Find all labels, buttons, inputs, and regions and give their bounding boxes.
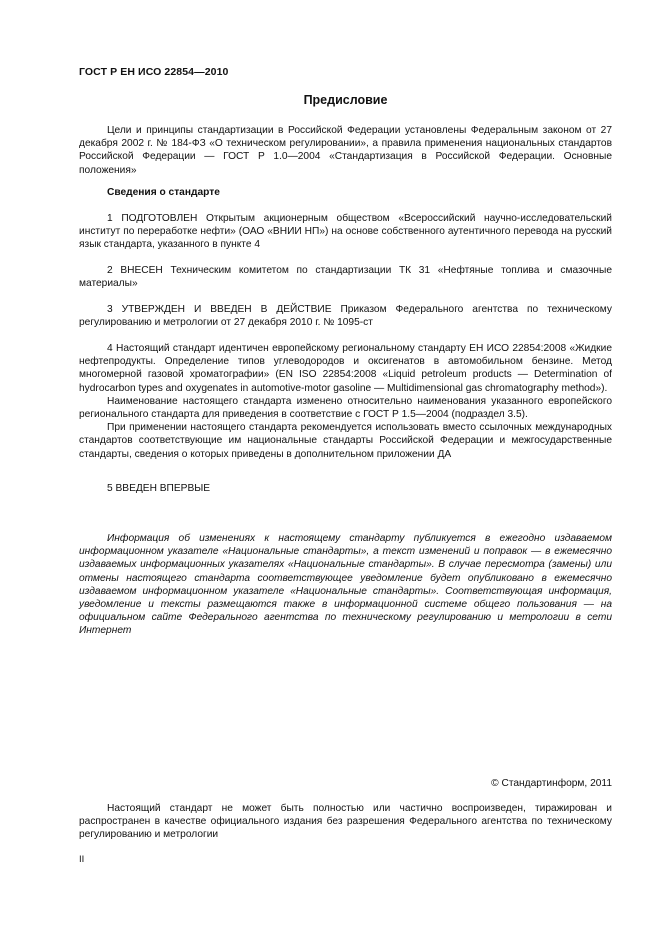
item-5-block	[79, 482, 612, 495]
item-1-block	[79, 212, 612, 252]
item-2-block	[79, 264, 612, 290]
reproduction-notice-block	[79, 802, 612, 842]
section-heading: Сведения о стандарте	[107, 187, 220, 198]
intro-paragraph-block	[79, 124, 612, 177]
item-4-paragraph: 4 Настоящий стандарт идентичен европейскому региональному стандарту ЕН ИСО 22854:2008 «Жидкие нефтепродукты. Определение типов углеводородов и оксигенатов в автомобильном бензине. Метод многомерной газовой хроматографии» (EN ISO 22854:2008 «Liquid petroleum products — Determination of hydrocarbon types and oxygenates in automotive-motor gasoline — Multidimensional gas chromatography method»).	[79, 343, 612, 394]
item-3-paragraph: 3 УТВЕРЖДЕН И ВВЕДЕН В ДЕЙСТВИЕ Приказом Федерального агентства по техническому регулированию и метрологии от 27 декабря 2010 г. № 1095-ст	[79, 304, 612, 329]
document-header-id: ГОСТ Р ЕН ИСО 22854—2010	[79, 66, 229, 78]
item-4-paragraph-3: При применении настоящего стандарта рекомендуется использовать вместо ссылочных международных стандартов соответствующие им национальные стандарты Российской Федерации и межгосударственные стандарты, сведения о которых приведены в дополнительном приложении ДА	[79, 422, 612, 460]
copyright-line: © Стандартинформ, 2011	[491, 778, 612, 789]
info-notice-paragraph: Информация об изменениях к настоящему стандарту публикуется в ежегодно издаваемом информационном указателе «Национальные стандарты», а текст изменений и поправок — в ежемесячно издаваемых информационных указателях «Национальные стандарты». В случае пересмотра (замены) или отмены настоящего стандарта соответствующее уведомление будет опубликовано в ежемесячно издаваемом информационном указателе «Национальные стандарты». Соответствующая информация, уведомление и тексты размещаются также в информационной системе общего пользования — на официальном сайте Федерального агентства по техническому регулированию и метрологии в сети Интернет	[79, 533, 612, 637]
info-notice-block	[79, 532, 612, 638]
item-5-paragraph: 5 ВВЕДЕН ВПЕРВЫЕ	[107, 483, 211, 494]
item-3-block	[79, 303, 612, 329]
page-number: II	[79, 854, 85, 865]
intro-paragraph: Цели и принципы стандартизации в Российской Федерации установлены Федеральным законом от 27 декабря 2002 г. № 184-ФЗ «О техническом регулировании», а правила применения национальных стандартов Российской Федерации — ГОСТ Р 1.0—2004 «Стандартизация в Российской Федерации. Основные положения»	[79, 125, 612, 176]
item-4-block	[79, 342, 612, 461]
item-4-paragraph-2: Наименование настоящего стандарта изменено относительно наименования указанного европейского регионального стандарта для приведения в соответствие с ГОСТ Р 1.5—2004 (подраздел 3.5).	[79, 395, 612, 421]
item-1-paragraph: 1 ПОДГОТОВЛЕН Открытым акционерным обществом «Всероссийский научно-исследовательский институт по переработке нефти» (ОАО «ВНИИ НП») на основе собственного аутентичного перевода на русский язык стандарта, указанного в пункте 4	[79, 213, 612, 251]
reproduction-notice-paragraph: Настоящий стандарт не может быть полностью или частично воспроизведен, тиражирован и распространен в качестве официального издания без разрешения Федерального агентства по техническому регулированию и метрологии	[79, 803, 612, 841]
item-2-paragraph: 2 ВНЕСЕН Техническим комитетом по стандартизации ТК 31 «Нефтяные топлива и смазочные материалы»	[79, 265, 612, 290]
page-title: Предисловие	[303, 93, 388, 107]
